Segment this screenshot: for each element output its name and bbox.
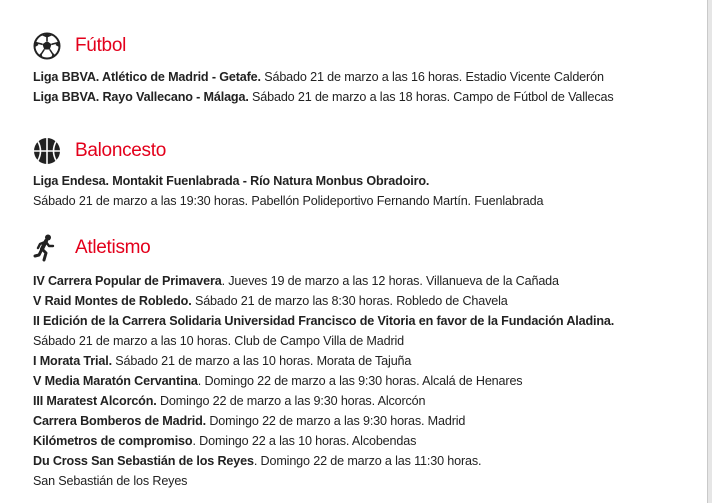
- event-details: San Sebastián de los Reyes: [33, 474, 188, 488]
- event-name: Kilómetros de compromiso: [33, 434, 193, 448]
- event-name: V Raid Montes de Robledo.: [33, 294, 192, 308]
- event-list: [33, 271, 705, 491]
- event-name: V Media Maratón Cervantina: [33, 374, 198, 388]
- event-name: Du Cross San Sebastián de los Reyes: [33, 454, 254, 468]
- event-details: Sábado 21 de marzo las 8:30 horas. Robledo de Chavela: [191, 294, 508, 308]
- section-header: [33, 31, 705, 61]
- event-details: . Jueves 19 de marzo a las 12 horas. Villanueva de la Cañada: [221, 274, 559, 288]
- event-line: [33, 191, 705, 211]
- event-line: [33, 451, 705, 471]
- event-details: Sábado 21 de marzo a las 16 horas. Estadio Vicente Calderón: [260, 70, 604, 84]
- event-details: Sábado 21 de marzo a las 19:30 horas. Pabellón Polideportivo Fernando Martín. Fuenlabrada: [33, 194, 544, 208]
- event-line: [33, 351, 705, 371]
- event-details: . Domingo 22 de marzo a las 11:30 horas.: [253, 454, 482, 468]
- section-futbol: [33, 31, 705, 107]
- event-details: Sábado 21 de marzo a las 10 horas. Morata de Tajuña: [111, 354, 412, 368]
- event-name: III Maratest Alcorcón.: [33, 394, 157, 408]
- event-line: [33, 171, 705, 191]
- event-line: [33, 431, 705, 451]
- event-name: Liga Endesa. Montakit Fuenlabrada - Río Natura Monbus Obradoiro.: [33, 174, 430, 188]
- event-line: [33, 311, 705, 331]
- event-details: Domingo 22 de marzo a las 9:30 horas. Madrid: [206, 414, 466, 428]
- section-title: Atletismo: [75, 237, 151, 258]
- event-name: II Edición de la Carrera Solidaria Universidad Francisco de Vitoria en favor de la Fundación Aladina.: [33, 314, 615, 328]
- basketball-icon: [33, 137, 61, 165]
- page-right-border: [707, 0, 712, 503]
- section-header: [33, 233, 705, 263]
- section-header: [33, 136, 705, 166]
- event-details: Sábado 21 de marzo a las 18 horas. Campo de Fútbol de Vallecas: [248, 90, 614, 104]
- event-line: [33, 87, 705, 107]
- event-details: Sábado 21 de marzo a las 10 horas. Club de Campo Villa de Madrid: [33, 334, 405, 348]
- event-name: IV Carrera Popular de Primavera: [33, 274, 222, 288]
- event-name: I Morata Trial.: [33, 354, 112, 368]
- event-line: [33, 67, 705, 87]
- event-line: [33, 331, 705, 351]
- event-list: [33, 67, 705, 107]
- event-name: Liga BBVA. Rayo Vallecano - Málaga.: [33, 90, 249, 104]
- event-line: [33, 271, 705, 291]
- section-baloncesto: [33, 136, 705, 211]
- section-title: Fútbol: [75, 35, 127, 56]
- event-name: Liga BBVA. Atlético de Madrid - Getafe.: [33, 70, 261, 84]
- section-atletismo: [33, 233, 705, 491]
- event-line: [33, 391, 705, 411]
- event-line: [33, 371, 705, 391]
- event-line: [33, 291, 705, 311]
- event-name: Carrera Bomberos de Madrid.: [33, 414, 207, 428]
- event-line: [33, 471, 705, 491]
- event-line: [33, 411, 705, 431]
- section-title: Baloncesto: [75, 140, 167, 161]
- runner-icon: [33, 234, 61, 262]
- event-details: . Domingo 22 a las 10 horas. Alcobendas: [192, 434, 417, 448]
- event-details: Domingo 22 de marzo a las 9:30 horas. Alcorcón: [156, 394, 426, 408]
- soccer-ball-icon: [33, 32, 61, 60]
- event-details: . Domingo 22 de marzo a las 9:30 horas. Alcalá de Henares: [197, 374, 523, 388]
- event-list: [33, 171, 705, 211]
